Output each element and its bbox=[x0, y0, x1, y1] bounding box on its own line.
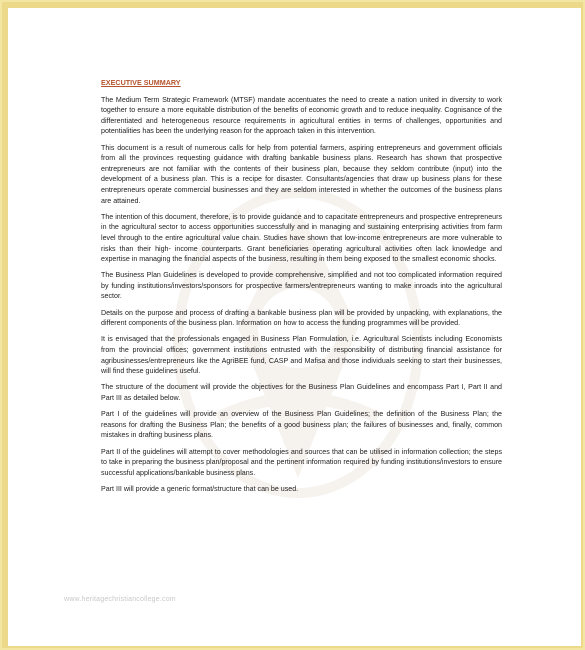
document-page bbox=[8, 8, 581, 646]
paragraph-part-two: Part II of the guidelines will attempt to cover methodologies and sources that can be utilised in information collection; the steps to take in preparing the business plan/proposal and the pertinent information required by funding institutions/investors to ensure successful applications/bankable business plans. bbox=[101, 447, 502, 477]
paragraph-part-one: Part I of the guidelines will provide an overview of the Business Plan Guidelines; the definition of the Business Plan; the reasons for drafting the Business Plan; the benefits of a good business plan; the failures of businesses and, finally, common mistakes in drafting business plans. bbox=[101, 410, 502, 440]
paragraph-document-origin: This document is a result of numerous calls for help from potential farmers, aspiring entrepreneurs and government officials from all the provinces requesting guidance with drafting bankable business plans. Research has shown that prospective entrepreneurs are not familiar with the contents of their business plan, because they seldom contribute (input) into the development of a business plan. This is a recipe for disaster. Consultants/agencies that draw up business plans for these entrepreneurs operate commercial businesses and they are seldom interested in whether the outcomes of the business plans are attained. bbox=[101, 143, 502, 205]
footer-watermark: www.heritagechristiancollege.com bbox=[64, 596, 176, 603]
paragraph-intention: The intention of this document, therefore, is to provide guidance and to capacitate entrepreneurs and prospective entrepreneurs in the agricultural sector to access opportunities successfully and in managing and sustaining enterprising activities from farm level through to the entire agricultural value chain. Studies have shown that low-income entrepreneurs are more vulnerable to risks than their high- income counterparts. Grant beneficiaries operating agricultural activities often lack knowledge and expertise in managing the financial aspects of the business, resulting in them being exposed to the smallest economic shocks. bbox=[101, 212, 502, 264]
document-body bbox=[101, 78, 502, 500]
paragraph-mtsf: The Medium Term Strategic Framework (MTSF) mandate accentuates the need to create a nation united in diversity to work together to ensure a more equitable distribution of the benefits of economic growth and to reduce inequality. Cognisance of the differentiated and heterogeneous resource requirements in agricultural entities in terms of challenges, opportunities and potentialities has been the underlying reason for the approach taken in this intervention. bbox=[101, 95, 502, 136]
paragraph-details: Details on the purpose and process of drafting a bankable business plan will be provided by unpacking, with explanations, the different components of the business plan. Information on how to access the funding programmes will be provided. bbox=[101, 308, 502, 328]
page-frame bbox=[2, 2, 583, 648]
paragraph-audience: It is envisaged that the professionals engaged in Business Plan Formulation, i.e. Agricultural Scientists including Economists from the provincial offices; government institutions entrusted with the responsibility of distributing financial assistance for agribusinesses/entrepreneurs like the AgriBEE fund, CASP and Mafisa and those individuals seeking to start their businesses, will find these guidelines useful. bbox=[101, 335, 502, 376]
section-heading: EXECUTIVE SUMMARY bbox=[101, 78, 181, 87]
paragraph-structure: The structure of the document will provide the objectives for the Business Plan Guidelines and encompass Part I, Part II and Part III as detailed below. bbox=[101, 383, 502, 402]
paragraph-part-three: Part III will provide a generic format/structure that can be used. bbox=[101, 484, 299, 493]
paragraph-guidelines-purpose: The Business Plan Guidelines is developed to provide comprehensive, simplified and not too complicated information required by funding institutions/investors/sponsors for prospective farmers/entrepreneurs wanting to make inroads into the agricultural sector. bbox=[101, 271, 502, 301]
